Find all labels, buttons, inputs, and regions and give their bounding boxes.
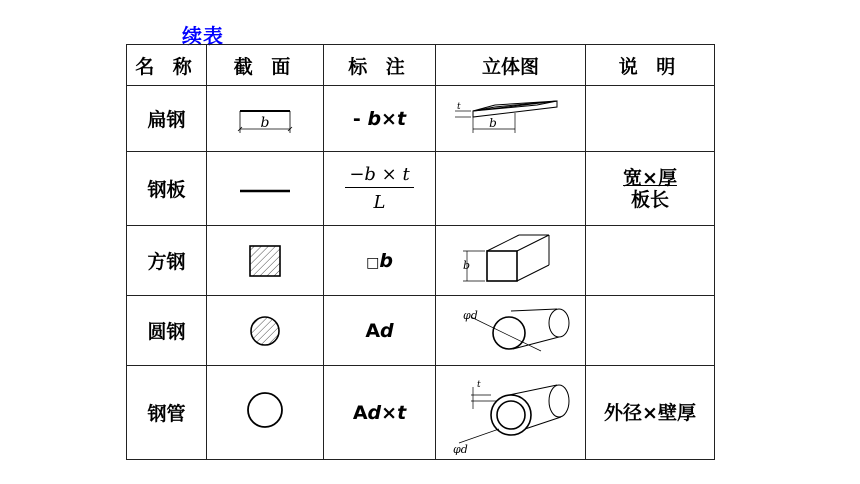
description-cell xyxy=(586,366,715,460)
steel-section-table xyxy=(126,44,715,460)
header-section: 截 面 xyxy=(207,45,324,86)
row-name: 圆钢 xyxy=(127,296,207,366)
table-row xyxy=(127,86,715,152)
solid-cell xyxy=(436,366,586,460)
plate-fraction xyxy=(345,164,413,213)
table-row xyxy=(127,226,715,296)
section-cell xyxy=(207,366,324,460)
description-cell xyxy=(586,296,715,366)
solid-label-b: b xyxy=(462,258,470,272)
row-name: 钢管 xyxy=(127,366,207,460)
note-t: t xyxy=(396,107,407,130)
header-notation: 标 注 xyxy=(324,45,436,86)
round-bar-section-drawing xyxy=(245,311,285,351)
table-header-row xyxy=(127,45,715,86)
desc-line2: 板长 xyxy=(630,188,669,211)
flat-bar-3d-drawing xyxy=(441,89,581,149)
note-d: d xyxy=(380,319,394,342)
plate-section-drawing xyxy=(235,179,295,199)
notation-cell xyxy=(324,152,436,226)
notation-cell xyxy=(324,86,436,152)
header-name: 名 称 xyxy=(127,45,207,86)
table-continued-title: 续表 xyxy=(182,24,224,48)
note-A: A xyxy=(352,401,368,424)
solid-cell xyxy=(436,152,586,226)
header-3d-view: 立体图 xyxy=(436,45,586,86)
table-row xyxy=(127,152,715,226)
fraction-numerator: −b × t xyxy=(345,164,413,188)
solid-cell xyxy=(436,226,586,296)
square-bar-3d-drawing xyxy=(441,229,581,293)
solid-cell xyxy=(436,296,586,366)
description-cell xyxy=(586,152,715,226)
note-d: d xyxy=(367,401,382,424)
note-b: b xyxy=(367,107,382,130)
note-square-symbol: □ xyxy=(366,254,380,271)
solid-label-t: t xyxy=(456,101,461,112)
section-cell xyxy=(207,226,324,296)
note-times: × xyxy=(381,401,398,424)
solid-label-d: φd xyxy=(462,308,478,322)
table-row xyxy=(127,366,715,460)
note-times: × xyxy=(381,107,397,130)
section-label-b: b xyxy=(260,114,270,131)
pipe-section-drawing xyxy=(240,388,290,438)
solid-label-t: t xyxy=(476,379,481,390)
note-t: t xyxy=(397,401,407,424)
section-cell xyxy=(207,152,324,226)
note-A: A xyxy=(365,319,381,342)
fraction-denominator: L xyxy=(373,192,386,213)
square-bar-section-drawing xyxy=(245,241,285,281)
section-cell xyxy=(207,296,324,366)
desc-line1: 宽×厚 xyxy=(623,166,677,189)
solid-label-d: φd xyxy=(452,442,468,455)
round-bar-3d-drawing xyxy=(441,299,581,363)
description-cell xyxy=(586,226,715,296)
notation-cell xyxy=(324,366,436,460)
desc-line1: 外径×壁厚 xyxy=(604,401,696,424)
header-description: 说 明 xyxy=(586,45,715,86)
solid-cell xyxy=(436,86,586,152)
note-b: b xyxy=(379,249,393,272)
solid-label-b: b xyxy=(488,115,497,130)
row-name: 方钢 xyxy=(127,226,207,296)
notation-cell xyxy=(324,296,436,366)
notation-cell xyxy=(324,226,436,296)
row-name: 扁钢 xyxy=(127,86,207,152)
note-dash: - xyxy=(352,107,368,130)
section-cell xyxy=(207,86,324,152)
flat-bar-section-drawing xyxy=(230,99,300,139)
row-name: 钢板 xyxy=(127,152,207,226)
pipe-3d-drawing xyxy=(441,371,581,455)
table-row xyxy=(127,296,715,366)
description-cell xyxy=(586,86,715,152)
